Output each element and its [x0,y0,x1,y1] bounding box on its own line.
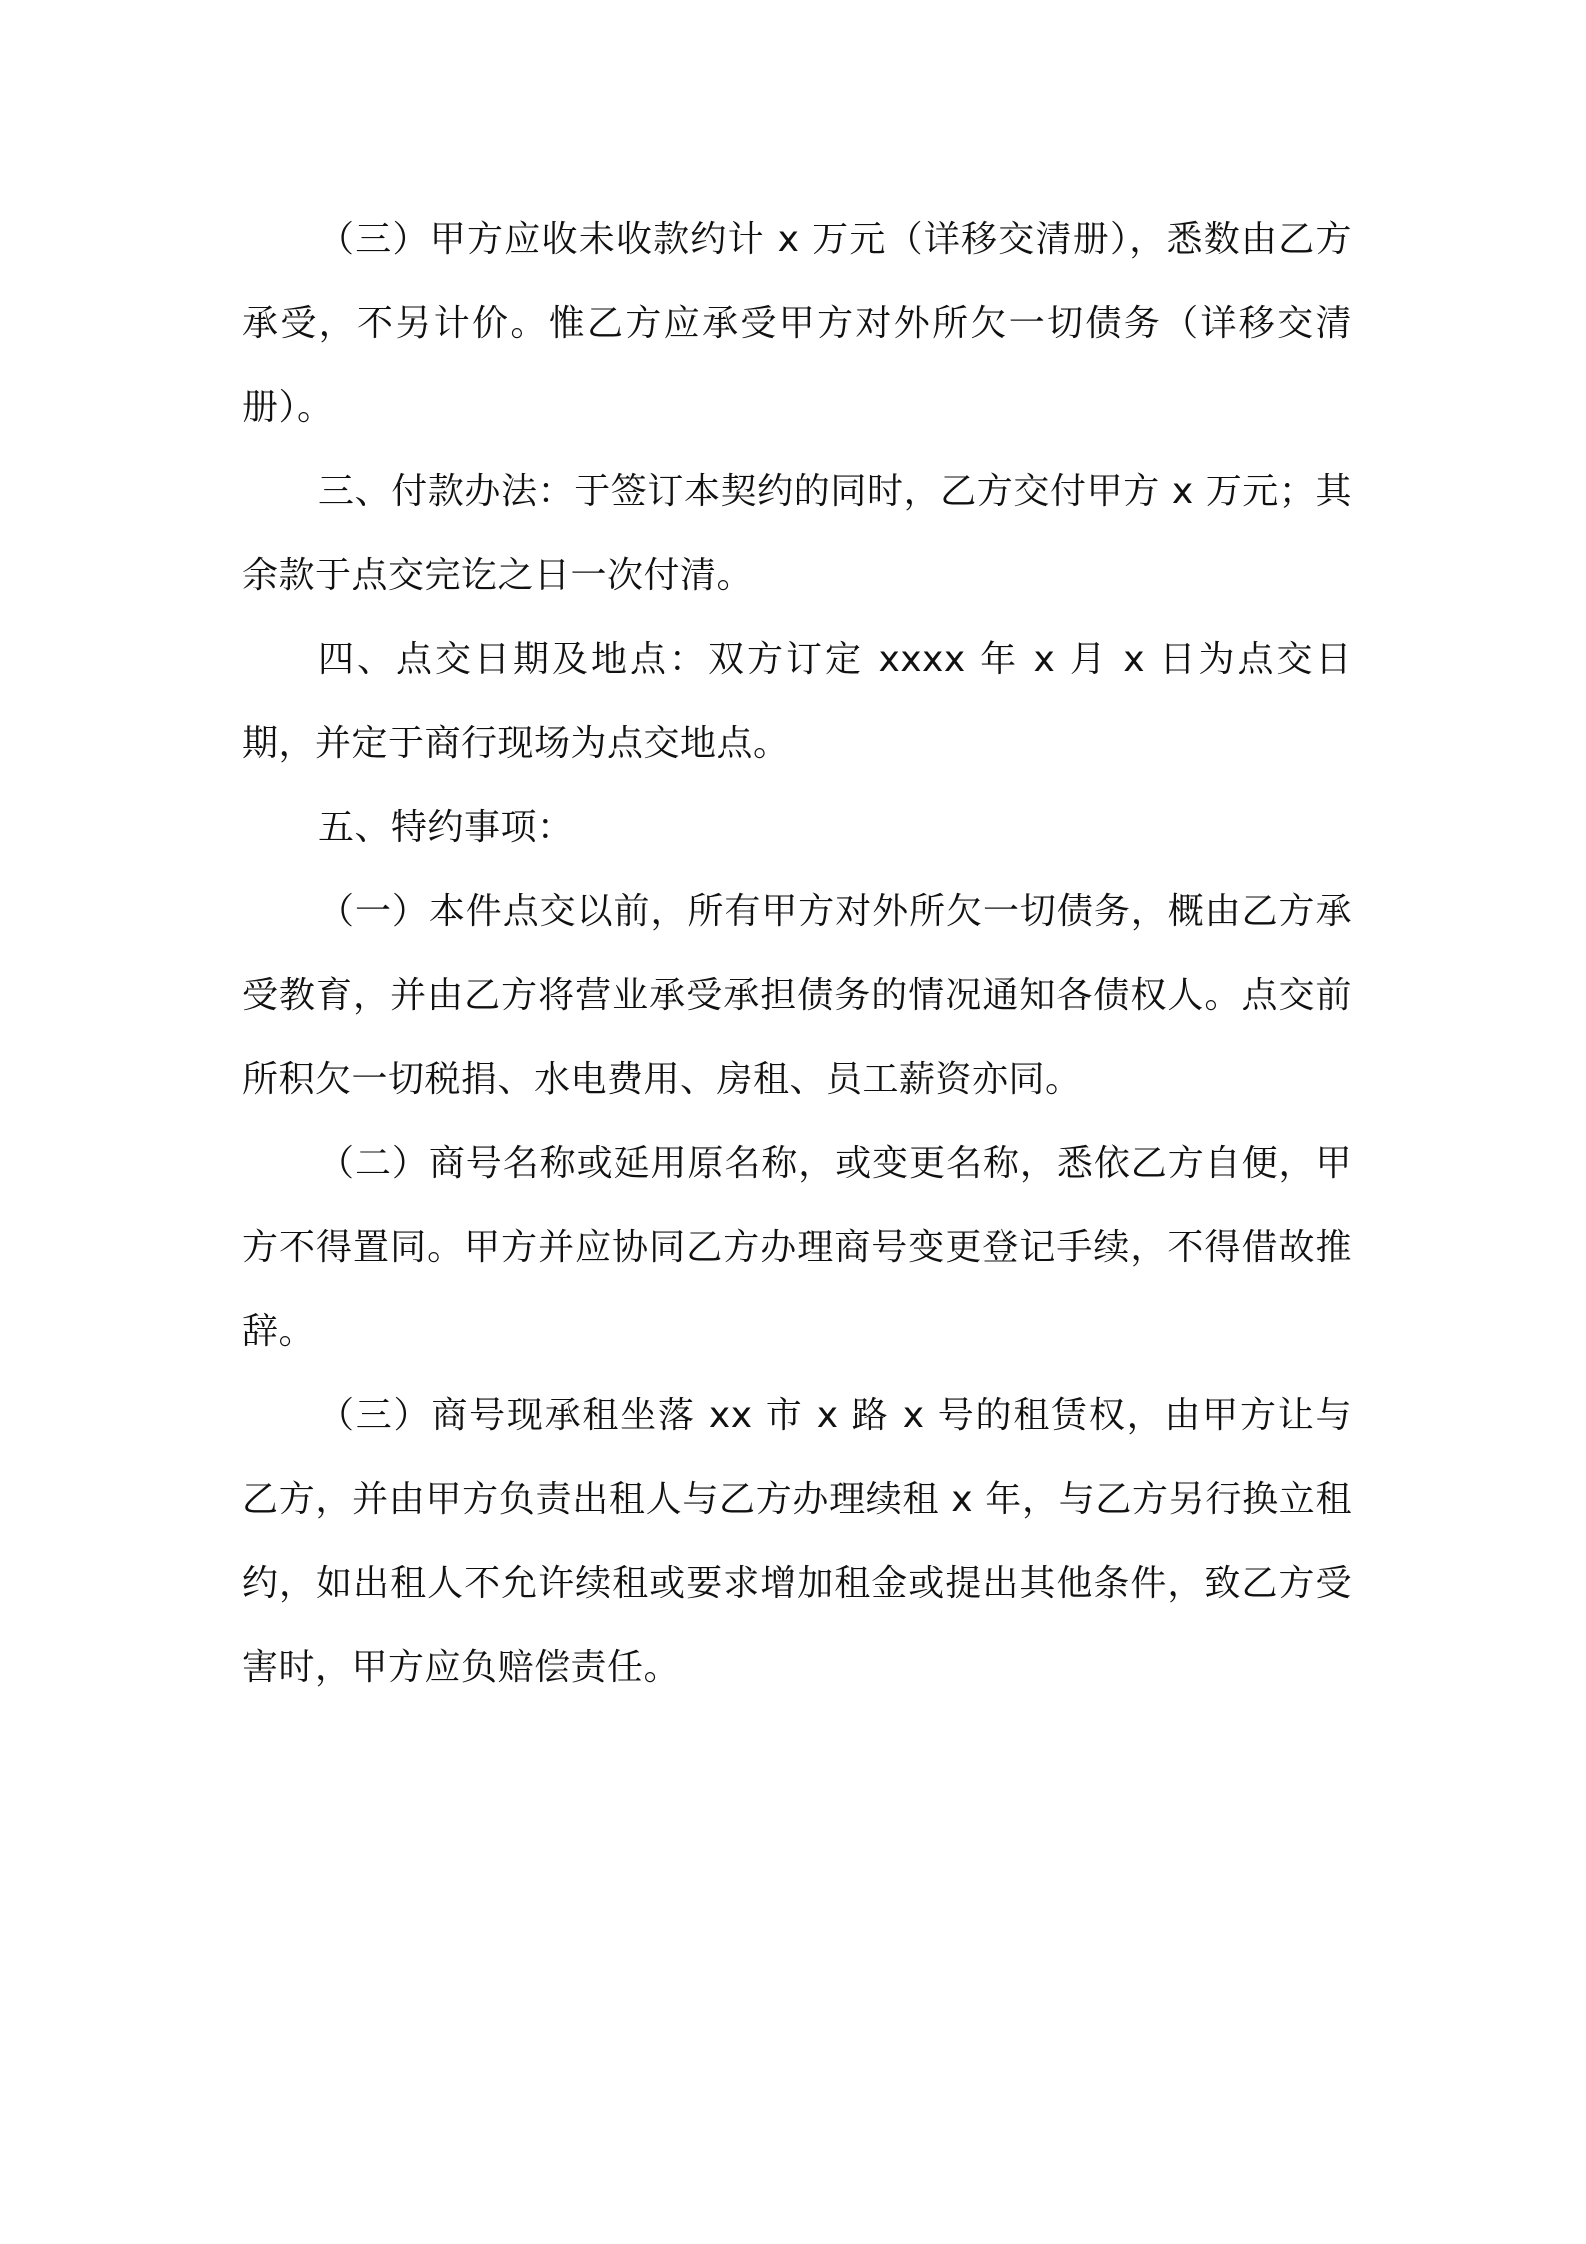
document-body [242,198,1352,1710]
paragraph-receivables: （三）甲方应收未收款约计 x 万元（详移交清册），悉数由乙方承受，不另计价。惟乙方应承受甲方对外所欠一切债务（详移交清册）。 [242,219,1352,428]
paragraph-special-term-3: （三）商号现承租坐落 xx 市 x 路 x 号的租赁权，由甲方让与乙方，并由甲方负责出租人与乙方办理续租 x 年，与乙方另行换立租约，如出租人不允许续租或要求增加租金或提出其他条件，致乙方受害时，甲方应负赔偿责任。 [242,1395,1352,1688]
paragraph-payment-method: 三、付款办法：于签订本契约的同时，乙方交付甲方 x 万元；其余款于点交完讫之日一次付清。 [242,471,1352,596]
paragraph-special-term-1: （一）本件点交以前，所有甲方对外所欠一切债务，概由乙方承受教育，并由乙方将营业承受承担债务的情况通知各债权人。点交前所积欠一切税捐、水电费用、房租、员工薪资亦同。 [242,891,1352,1100]
paragraph-special-term-2: （二）商号名称或延用原名称，或变更名称，悉依乙方自便，甲方不得置同。甲方并应协同乙方办理商号变更登记手续，不得借故推辞。 [242,1143,1352,1352]
paragraph-special-terms-heading: 五、特约事项： [318,807,574,848]
paragraph-handover-date-place: 四、点交日期及地点：双方订定 xxxx 年 x 月 x 日为点交日期，并定于商行现场为点交地点。 [242,639,1352,764]
